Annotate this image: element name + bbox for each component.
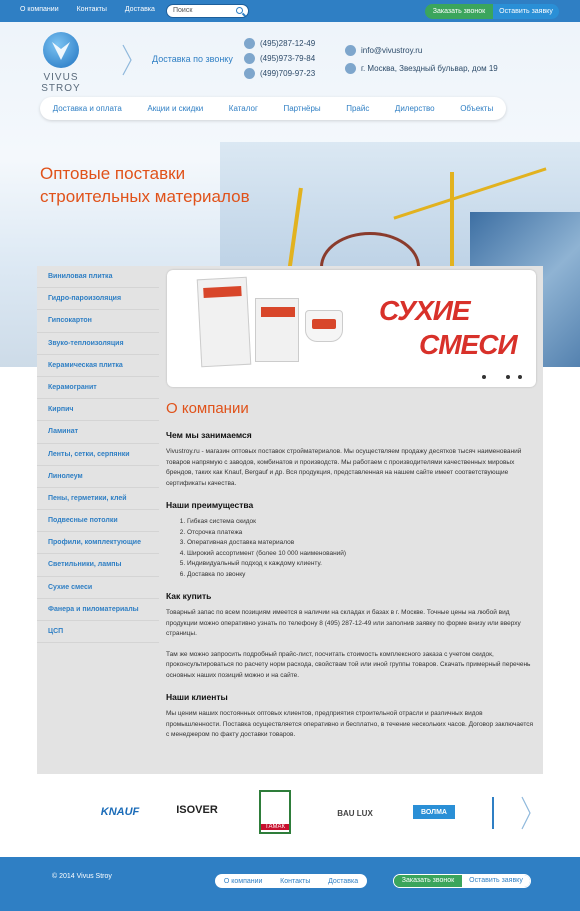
menu-item-partners[interactable]: Партнёры — [283, 104, 321, 113]
about-section — [166, 400, 536, 748]
brand-logo-baulux[interactable]: BAU LUX — [337, 808, 373, 818]
top-nav — [20, 6, 155, 13]
section-text: Товарный запас по всем позициям имеется в наличии на складах и базах в г. Москве. Точные цены на любой вид продукции можно оперативно узнать по телефону 8 (495) 287-12-49 или заполнив заявку по форме внизу или вверху страницы. — [166, 609, 521, 637]
sidebar-item-dry-mixes[interactable]: Сухие смеси — [37, 577, 159, 599]
sidebar-item-laminate[interactable]: Ламинат — [37, 421, 159, 443]
footer-nav-about[interactable]: О компании — [223, 877, 263, 885]
delivery-by-call: Доставка по звонку — [152, 54, 233, 64]
section-text: Vivustroy.ru - магазин оптовых поставок стройматериалов. Мы осуществляем продажу десятков тысяч наименований товаров напрямую с заводов, комбинатов и производств. Мы работаем с производителями качественных мировых брендов, таких как Knauf, Bergauf и др. Вся продукция, представленная на нашем сайте имеет соответствующие сертификаты качества. — [166, 448, 522, 487]
menu-item-price[interactable]: Прайс — [346, 104, 370, 113]
chevron-right-icon[interactable] — [490, 795, 532, 831]
phone-number[interactable]: (495)287-12-49 — [244, 38, 315, 53]
sidebar-item-csp[interactable]: ЦСП — [37, 621, 159, 643]
sidebar-item-profiles[interactable]: Профили, комплектующие — [37, 532, 159, 554]
sidebar-item-linoleum[interactable]: Линолеум — [37, 466, 159, 488]
section-heading: Как купить — [166, 591, 212, 601]
search-icon[interactable] — [236, 7, 243, 14]
list-item: 3. Оперативная доставка материалов — [187, 538, 536, 549]
sidebar-item-ceilings[interactable]: Подвесные потолки — [37, 510, 159, 532]
footer-nav-contacts[interactable]: Контакты — [280, 877, 311, 885]
menu-item-dealership[interactable]: Дилерство — [394, 104, 435, 113]
phone-number[interactable]: (499)709-97-23 — [244, 68, 315, 83]
copyright: © 2014 Vivus Stroy — [52, 873, 112, 880]
sidebar-item-tapes[interactable]: Ленты, сетки, серпянки — [37, 444, 159, 466]
brands-carousel — [0, 775, 580, 857]
sidebar-item-ceramic-tile[interactable]: Керамическая плитка — [37, 355, 159, 377]
footer-nav — [215, 874, 367, 888]
sidebar-item-brick[interactable]: Кирпич — [37, 399, 159, 421]
slogan-line: Оптовые поставки — [40, 164, 186, 183]
hero-slogan — [40, 162, 250, 208]
sidebar-item-plywood[interactable]: Фанера и пиломатериалы — [37, 599, 159, 621]
top-nav-about[interactable]: О компании — [20, 6, 59, 13]
logo[interactable] — [26, 32, 96, 94]
sidebar-item-foams[interactable]: Пены, герметики, клей — [37, 488, 159, 510]
sidebar-item-sound-heat-insulation[interactable]: Звуко-теплоизоляция — [37, 333, 159, 355]
slogan-line: строительных материалов — [40, 187, 250, 206]
search-placeholder: Поиск — [173, 7, 193, 14]
top-bar — [0, 0, 580, 22]
top-nav-delivery[interactable]: Доставка — [124, 6, 155, 13]
leave-request-button[interactable]: Оставить заявку — [493, 4, 559, 19]
main-menu — [40, 97, 506, 120]
catalog-sidebar — [37, 266, 159, 774]
email-link[interactable]: info@vivustroy.ru — [345, 45, 498, 60]
logo-name: VIVUS STROY — [41, 72, 81, 94]
request-call-button[interactable]: Заказать звонок — [425, 4, 493, 19]
page-title: О компании — [166, 400, 249, 417]
list-item: 2. Отсрочка платежа — [187, 528, 536, 539]
product-bag-image — [255, 298, 299, 362]
footer — [0, 857, 580, 911]
slider-dot[interactable] — [506, 375, 510, 379]
section-text: Мы ценим наших постоянных оптовых клиентов, предприятия строительной отрасли и различных видов промышленности. Поставка осуществляется оперативно и бесплатно, в течение нескольких часов. Договор заключается с менеджером по факту доставки товаров. — [166, 710, 534, 738]
brand-logo-knauf[interactable]: KNAUF — [100, 806, 140, 818]
brand-logo-volma[interactable]: ВОЛМА — [413, 805, 455, 819]
section-text: Там же можно запросить подробный прайс-лист, посчитать стоимость комплексного заказа с учетом скидок, проконсультироваться по расчету норм расхода, свойствам той или иной группы товаров. Скачать примерный перечень основных наших позиций можно и на сайте. — [166, 650, 531, 679]
footer-action-buttons — [393, 874, 531, 888]
chevron-divider-icon — [122, 44, 132, 76]
search-input[interactable] — [166, 4, 249, 18]
section-heading: Наши клиенты — [166, 692, 228, 702]
footer-nav-delivery[interactable]: Доставка — [328, 877, 359, 885]
product-bucket-image — [305, 310, 343, 342]
brand-logo-tamak[interactable] — [259, 790, 291, 834]
phone-list — [244, 38, 315, 83]
sidebar-item-insulation[interactable]: Гидро-пароизоляция — [37, 288, 159, 310]
top-nav-contacts[interactable]: Контакты — [76, 6, 107, 13]
sidebar-item-porcelain[interactable]: Керамогранит — [37, 377, 159, 399]
top-action-buttons — [425, 4, 559, 19]
menu-item-promotions[interactable]: Акции и скидки — [147, 104, 204, 113]
contact-info — [345, 45, 498, 78]
logo-v-icon — [43, 32, 79, 68]
slider-dots — [482, 375, 522, 379]
product-bag-image — [197, 277, 252, 367]
sidebar-item-vinyl-tile[interactable]: Виниловая плитка — [37, 266, 159, 288]
banner-headline — [379, 294, 517, 362]
slider-dot[interactable] — [494, 375, 498, 379]
list-item: 4. Широкий ассортимент (более 10 000 наименований) — [187, 549, 536, 560]
footer-leave-request-button[interactable]: Оставить заявку — [462, 875, 530, 887]
section-heading: Наши преимущества — [166, 500, 254, 510]
slider-dot[interactable] — [518, 375, 522, 379]
slider-dot[interactable] — [482, 375, 486, 379]
banner-line: СУХИЕ — [379, 295, 470, 326]
banner-line: СМЕСИ — [419, 329, 517, 360]
advantages-list — [166, 517, 536, 580]
sidebar-item-drywall[interactable]: Гипсокартон — [37, 310, 159, 332]
brand-label: ТАМАК — [261, 824, 289, 830]
section-heading: Чем мы занимаемся — [166, 430, 252, 440]
phone-number[interactable]: (495)973-79-84 — [244, 53, 315, 68]
menu-item-delivery-payment[interactable]: Доставка и оплата — [52, 104, 122, 113]
menu-item-catalog[interactable]: Каталог — [228, 104, 258, 113]
address-text: г. Москва, Звездный бульвар, дом 19 — [345, 63, 498, 78]
list-item: 1. Гибкая система скидок — [187, 517, 536, 528]
footer-request-call-button[interactable]: Заказать звонок — [394, 875, 462, 887]
list-item: 6. Доставка по звонку — [187, 570, 536, 581]
promo-banner[interactable] — [167, 270, 536, 387]
list-item: 5. Индивидуальный подход к каждому клиенту. — [187, 559, 536, 570]
sidebar-item-lamps[interactable]: Светильники, лампы — [37, 554, 159, 576]
brand-logo-isover[interactable]: ISOVER — [176, 804, 218, 816]
menu-item-objects[interactable]: Объекты — [460, 104, 494, 113]
